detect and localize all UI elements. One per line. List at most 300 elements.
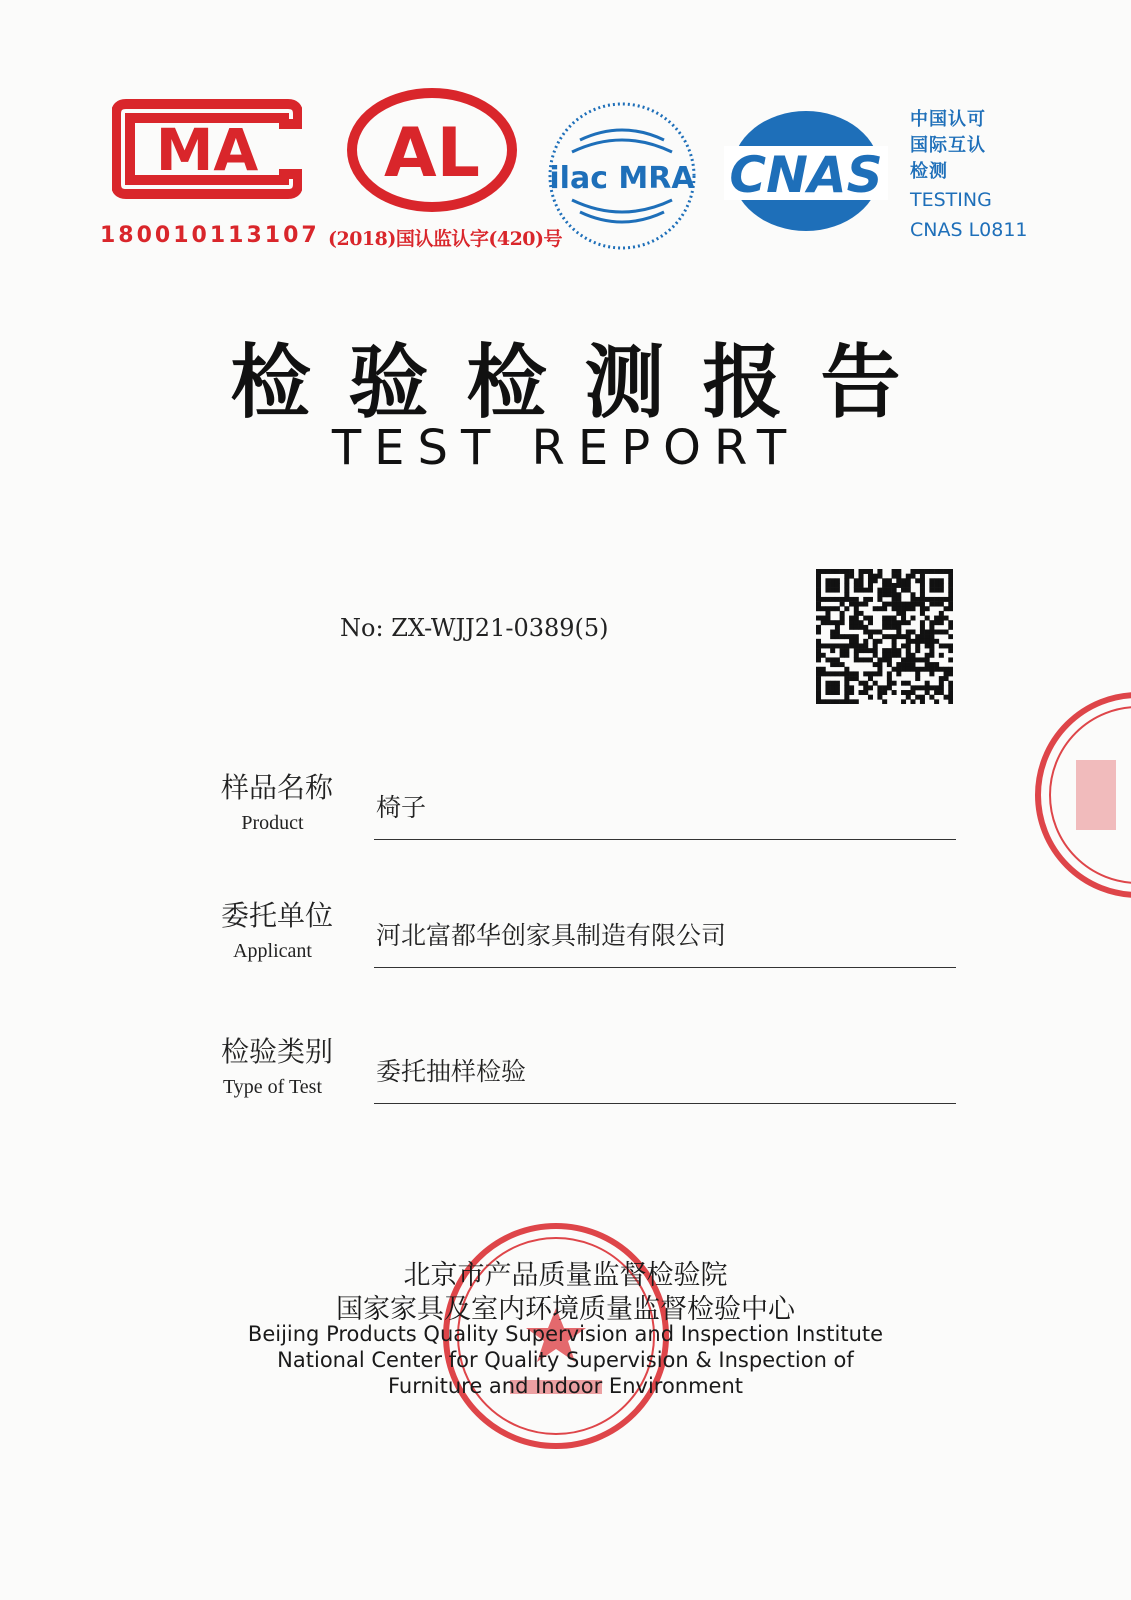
qr-module [887, 616, 892, 621]
qr-module [877, 597, 882, 602]
qr-module [892, 643, 897, 648]
qr-module [906, 695, 911, 700]
qr-module [920, 667, 925, 672]
qr-module [816, 667, 821, 672]
qr-module [901, 611, 906, 616]
qr-module [821, 699, 826, 704]
qr-module [821, 643, 826, 648]
qr-module [877, 695, 882, 700]
qr-module [906, 662, 911, 667]
qr-module [929, 662, 934, 667]
qr-module [915, 578, 920, 583]
qr-module [859, 620, 864, 625]
qr-module [816, 606, 821, 611]
qr-module [816, 616, 821, 621]
cma-logo [112, 96, 302, 202]
qr-module [901, 616, 906, 621]
qr-module [929, 634, 934, 639]
qr-module [863, 569, 868, 574]
qr-module [901, 588, 906, 593]
qr-module [906, 643, 911, 648]
qr-module [892, 597, 897, 602]
qr-module [835, 583, 840, 588]
qr-module [844, 690, 849, 695]
qr-module [887, 676, 892, 681]
qr-module [821, 597, 826, 602]
qr-module [920, 583, 925, 588]
field-label-en: Type of Test [222, 1076, 323, 1098]
qr-module [868, 583, 873, 588]
qr-module [906, 639, 911, 644]
qr-module [910, 616, 915, 621]
qr-module [939, 602, 944, 607]
qr-module [830, 648, 835, 653]
qr-module [910, 630, 915, 635]
qr-module [840, 616, 845, 621]
cma-mark: MA [155, 116, 259, 184]
qr-module [877, 592, 882, 597]
qr-module [934, 620, 939, 625]
qr-module [816, 569, 821, 574]
qr-module [901, 606, 906, 611]
qr-module [901, 681, 906, 686]
qr-module [854, 648, 859, 653]
qr-module [854, 602, 859, 607]
qr-module [859, 690, 864, 695]
qr-module [844, 671, 849, 676]
qr-module [830, 597, 835, 602]
qr-module [901, 657, 906, 662]
qr-module [844, 634, 849, 639]
qr-module [915, 643, 920, 648]
qr-module [849, 676, 854, 681]
qr-module [944, 643, 949, 648]
qr-module [859, 681, 864, 686]
qr-module [929, 625, 934, 630]
qr-module [944, 597, 949, 602]
qr-module [948, 667, 953, 672]
qr-module [896, 574, 901, 579]
qr-module [920, 588, 925, 593]
qr-module [873, 578, 878, 583]
qr-module [939, 676, 944, 681]
qr-module [892, 653, 897, 658]
qr-module [877, 657, 882, 662]
qr-module [816, 583, 821, 588]
qr-module [825, 657, 830, 662]
qr-module [939, 588, 944, 593]
qr-module [948, 592, 953, 597]
qr-module [896, 592, 901, 597]
edge-seal [1028, 690, 1131, 904]
cnas-cn-line: 中国认可 [910, 109, 986, 130]
qr-module [825, 616, 830, 621]
qr-module [877, 639, 882, 644]
qr-module [892, 620, 897, 625]
cnas-mark: CNAS [729, 146, 883, 204]
qr-module [816, 602, 821, 607]
qr-module [849, 639, 854, 644]
qr-module [934, 578, 939, 583]
qr-module [830, 634, 835, 639]
qr-module [849, 634, 854, 639]
qr-module [863, 597, 868, 602]
qr-module [854, 611, 859, 616]
report-title-cn: 检验检测报告 [230, 336, 939, 429]
qr-module [849, 690, 854, 695]
qr-module [906, 630, 911, 635]
qr-module [863, 639, 868, 644]
qr-module [892, 592, 897, 597]
qr-module [948, 620, 953, 625]
qr-module [920, 630, 925, 635]
qr-module [882, 634, 887, 639]
qr-module [859, 648, 864, 653]
qr-module [929, 569, 934, 574]
qr-module [877, 630, 882, 635]
qr-module [915, 569, 920, 574]
qr-module [835, 681, 840, 686]
qr-module [882, 592, 887, 597]
qr-module [948, 578, 953, 583]
qr-module [939, 597, 944, 602]
qr-module [825, 681, 830, 686]
qr-module [906, 574, 911, 579]
qr-module [929, 648, 934, 653]
qr-module [877, 588, 882, 593]
qr-module [835, 690, 840, 695]
qr-module [910, 667, 915, 672]
qr-module [906, 653, 911, 658]
qr-module [906, 681, 911, 686]
qr-module [868, 574, 873, 579]
qr-module [896, 634, 901, 639]
qr-module [920, 625, 925, 630]
qr-module [896, 667, 901, 672]
qr-module [882, 620, 887, 625]
qr-module [925, 667, 930, 672]
qr-module [844, 685, 849, 690]
qr-module [892, 634, 897, 639]
cal-mark: AL [384, 114, 480, 193]
qr-module [939, 690, 944, 695]
qr-module [816, 653, 821, 658]
qr-module [906, 648, 911, 653]
qr-module [944, 667, 949, 672]
qr-module [920, 611, 925, 616]
qr-module [830, 620, 835, 625]
qr-module [925, 569, 930, 574]
qr-module [929, 620, 934, 625]
qr-module [877, 685, 882, 690]
qr-module [859, 611, 864, 616]
qr-module [825, 583, 830, 588]
qr-module [835, 662, 840, 667]
qr-module [920, 639, 925, 644]
qr-module [821, 569, 826, 574]
qr-module [925, 690, 930, 695]
qr-module [910, 597, 915, 602]
qr-module [868, 569, 873, 574]
qr-module [835, 578, 840, 583]
qr-module [863, 616, 868, 621]
qr-module [896, 578, 901, 583]
qr-module [873, 643, 878, 648]
qr-module [882, 685, 887, 690]
qr-module [882, 606, 887, 611]
qr-module [835, 588, 840, 593]
qr-module [854, 616, 859, 621]
qr-module [863, 630, 868, 635]
qr-module [877, 569, 882, 574]
qr-module [821, 620, 826, 625]
qr-module [868, 616, 873, 621]
qr-module [910, 569, 915, 574]
qr-module [840, 648, 845, 653]
qr-module [892, 583, 897, 588]
qr-module [816, 685, 821, 690]
qr-module [910, 574, 915, 579]
qr-module [929, 695, 934, 700]
qr-module [854, 657, 859, 662]
qr-module [915, 657, 920, 662]
qr-module [906, 620, 911, 625]
qr-module [816, 643, 821, 648]
qr-module [863, 643, 868, 648]
qr-module [882, 583, 887, 588]
qr-module [948, 602, 953, 607]
qr-module [887, 657, 892, 662]
qr-module [868, 634, 873, 639]
qr-module [816, 588, 821, 593]
qr-module [840, 602, 845, 607]
qr-module [901, 578, 906, 583]
qr-module [882, 602, 887, 607]
qr-module [925, 606, 930, 611]
qr-module [939, 630, 944, 635]
field-value: 河北富都华创家具制造有限公司 [376, 921, 727, 950]
qr-module [840, 611, 845, 616]
center-name-en: National Center for Quality Supervision & Inspection of [277, 1348, 854, 1372]
qr-module [887, 671, 892, 676]
field-product [200, 766, 960, 876]
qr-module [835, 699, 840, 704]
qr-module [854, 676, 859, 681]
qr-module [925, 657, 930, 662]
qr-module [830, 690, 835, 695]
qr-module [830, 578, 835, 583]
qr-module [948, 569, 953, 574]
qr-module [825, 597, 830, 602]
qr-module [920, 597, 925, 602]
qr-module [816, 574, 821, 579]
qr-module [920, 685, 925, 690]
qr-module [896, 569, 901, 574]
qr-module [863, 671, 868, 676]
qr-module [830, 630, 835, 635]
qr-module [920, 634, 925, 639]
qr-module [835, 657, 840, 662]
qr-module [925, 634, 930, 639]
qr-module [868, 597, 873, 602]
qr-module [910, 592, 915, 597]
qr-module [854, 643, 859, 648]
qr-module [929, 643, 934, 648]
qr-module [887, 602, 892, 607]
qr-module [844, 667, 849, 672]
qr-module [925, 616, 930, 621]
qr-module [915, 667, 920, 672]
qr-module [892, 681, 897, 686]
qr-module [825, 690, 830, 695]
qr-module [896, 583, 901, 588]
qr-module [910, 685, 915, 690]
qr-module [910, 606, 915, 611]
qr-module [854, 583, 859, 588]
qr-module [825, 569, 830, 574]
qr-module [934, 630, 939, 635]
qr-code [816, 569, 953, 704]
qr-module [910, 639, 915, 644]
field-label-cn: 检验类别 [220, 1035, 333, 1068]
field-label-cn: 委托单位 [220, 899, 333, 932]
qr-module [830, 685, 835, 690]
qr-module [877, 690, 882, 695]
qr-module [944, 676, 949, 681]
qr-module [825, 620, 830, 625]
qr-module [816, 630, 821, 635]
qr-module [925, 597, 930, 602]
qr-module [939, 653, 944, 658]
qr-module [882, 648, 887, 653]
qr-module [929, 578, 934, 583]
qr-module [882, 578, 887, 583]
qr-module [939, 583, 944, 588]
qr-module [821, 606, 826, 611]
qr-module [920, 657, 925, 662]
qr-module [882, 657, 887, 662]
report-number-value: ZX-WJJ21-0389(5) [391, 614, 609, 642]
qr-module [920, 592, 925, 597]
qr-module [948, 685, 953, 690]
qr-module [849, 643, 854, 648]
qr-module [948, 588, 953, 593]
field-label-en: Product [241, 812, 304, 834]
qr-module [854, 625, 859, 630]
qr-module [948, 648, 953, 653]
qr-module [944, 671, 949, 676]
qr-module [849, 616, 854, 621]
qr-module [887, 578, 892, 583]
qr-module [910, 602, 915, 607]
qr-module [835, 685, 840, 690]
qr-module [859, 625, 864, 630]
qr-module [934, 616, 939, 621]
qr-module [863, 685, 868, 690]
qr-module [934, 690, 939, 695]
qr-module [840, 662, 845, 667]
qr-module [910, 699, 915, 704]
qr-module [868, 648, 873, 653]
qr-module [915, 648, 920, 653]
qr-module [868, 671, 873, 676]
qr-module [892, 616, 897, 621]
qr-module [887, 588, 892, 593]
qr-module [925, 685, 930, 690]
qr-module [873, 653, 878, 658]
qr-module [840, 653, 845, 658]
qr-module [892, 667, 897, 672]
qr-module [887, 653, 892, 658]
qr-module [868, 588, 873, 593]
ilac-mra-logo [546, 100, 698, 252]
qr-module [854, 620, 859, 625]
qr-module [821, 653, 826, 658]
field-label-en: Applicant [233, 940, 312, 962]
qr-module [948, 634, 953, 639]
qr-module [906, 690, 911, 695]
qr-module [915, 602, 920, 607]
qr-module [948, 597, 953, 602]
qr-module [816, 699, 821, 704]
qr-module [939, 643, 944, 648]
qr-module [854, 699, 859, 704]
qr-module [840, 643, 845, 648]
qr-module [948, 681, 953, 686]
qr-module [844, 588, 849, 593]
qr-module [849, 699, 854, 704]
qr-module [901, 620, 906, 625]
qr-module [892, 625, 897, 630]
qr-module [892, 574, 897, 579]
qr-module [887, 685, 892, 690]
qr-module [849, 620, 854, 625]
qr-module [873, 662, 878, 667]
qr-module [840, 569, 845, 574]
qr-module [835, 671, 840, 676]
qr-module [844, 699, 849, 704]
qr-module [854, 653, 859, 658]
qr-module [934, 662, 939, 667]
qr-module [816, 625, 821, 630]
qr-module [948, 657, 953, 662]
qr-module [816, 648, 821, 653]
qr-module [873, 671, 878, 676]
qr-module [929, 671, 934, 676]
qr-module [816, 578, 821, 583]
qr-module [915, 671, 920, 676]
qr-module [816, 676, 821, 681]
qr-module [920, 699, 925, 704]
field-underline [374, 1103, 956, 1104]
qr-module [873, 606, 878, 611]
qr-module [854, 606, 859, 611]
qr-module [840, 699, 845, 704]
institute-name-cn: 北京市产品质量监督检验院 [403, 1260, 728, 1291]
qr-module [868, 695, 873, 700]
qr-module [863, 681, 868, 686]
qr-module [906, 667, 911, 672]
qr-module [939, 569, 944, 574]
qr-module [896, 602, 901, 607]
qr-module [929, 685, 934, 690]
report-number-label: No: [340, 614, 384, 642]
qr-module [906, 578, 911, 583]
qr-module [896, 611, 901, 616]
qr-module [859, 569, 864, 574]
qr-module [920, 578, 925, 583]
qr-module [840, 634, 845, 639]
